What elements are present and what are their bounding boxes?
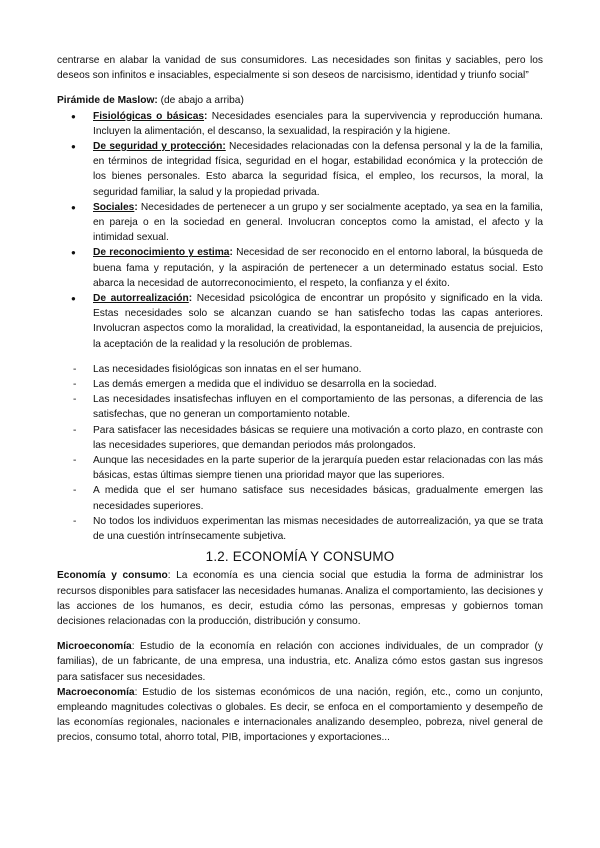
list-item: - A medida que el ser humano satisface sus necesidades básicas, gradualmente emergen las necesidades superiores. bbox=[57, 483, 543, 513]
list-item: - Las necesidades insatisfechas influyen en el comportamiento de las personas, a diferencia de las satisfechas, que no generan un comportamiento notable. bbox=[57, 392, 543, 422]
maslow-sep: : bbox=[134, 201, 138, 213]
maslow-list bbox=[57, 109, 543, 352]
document-page bbox=[57, 53, 543, 746]
definition-text: : Estudio de los sistemas económicos de una nación, región, etc., como un conjunto, empleando magnitudes colectivas o globales. Es decir, se enfoca en el comportamiento y desempeño de las economías regionales, nacionales e internacionales analizando desempleo, pobreza, nivel general de precios, consumo total, ahorro total, PIB, importaciones y exportaciones... bbox=[57, 686, 543, 744]
intro-paragraph: centrarse en alabar la vanidad de sus consumidores. Las necesidades son finitas y saciables, pero los deseos son infinitos e insaciables, especialmente si son deseos de narcisismo, identidad y triunfo social” bbox=[57, 55, 543, 82]
maslow-text: Necesidades relacionadas con la defensa personal y la de la familia, en términos de integridad física, seguridad en el hogar, estabilidad económica y la protección de los bienes personales. Esto abarca la seguridad física, el empleo, los recursos, la moral, la seguridad familiar, la salud y la propiedad privada. bbox=[93, 141, 543, 198]
section-heading: 1.2. ECONOMÍA Y CONSUMO bbox=[205, 549, 395, 565]
maslow-term: Fisiológicas o básicas bbox=[93, 110, 205, 122]
maslow-title: Pirámide de Maslow: bbox=[57, 95, 158, 107]
list-item: - Las demás emergen a medida que el individuo se desarrolla en la sociedad. bbox=[57, 377, 543, 392]
definition-term: Economía y consumo bbox=[57, 570, 168, 582]
list-item bbox=[57, 200, 543, 246]
definition-economia bbox=[57, 568, 543, 629]
list-item bbox=[57, 109, 543, 139]
notes-list bbox=[57, 362, 543, 544]
maslow-text: Necesidades esenciales para la supervivencia y reproducción humana. Incluyen la alimentación, el descanso, la sexualidad, la respiración y la higiene. bbox=[93, 110, 543, 137]
list-item bbox=[57, 139, 543, 200]
list-item: - Aunque las necesidades en la parte superior de la jerarquía pueden estar relacionadas con las más básicas, estas últimas siempre tienen una prioridad mayor que las superiores. bbox=[57, 453, 543, 483]
maslow-term: Sociales bbox=[93, 201, 135, 213]
definition-macroeconomia bbox=[57, 685, 543, 746]
maslow-text: Necesidad psicológica de encontrar un propósito y significado en la vida. Estas necesidades solo se alcanzan cuando se han satisfecho todas las capas anteriores. Involucran aspectos como la moralidad, la creatividad, la espontaneidad, la ausencia de prejuicios, la aceptación de la realidad y la resolución de problemas. bbox=[93, 293, 544, 350]
maslow-text: Necesidad de ser reconocido en el entorno laboral, la búsqueda de buena fama y reputación, y la aspiración de pertenecer a un determinado estatus social. Esto abarca la necesidad de autorreconocimiento, el respeto, la confianza y el éxito. bbox=[93, 247, 543, 289]
maslow-sep: : bbox=[188, 293, 193, 305]
list-item bbox=[57, 245, 543, 291]
definition-microeconomia bbox=[57, 639, 543, 685]
maslow-subtitle: (de abajo a arriba) bbox=[157, 95, 244, 107]
maslow-heading bbox=[57, 93, 543, 108]
list-item bbox=[57, 291, 543, 352]
list-item: - Para satisfacer las necesidades básicas se requiere una motivación a corto plazo, en contraste con las necesidades superiores, que demandan periodos más prolongados. bbox=[57, 423, 543, 453]
maslow-term: De reconocimiento y estima bbox=[93, 247, 230, 259]
definition-term: Microeconomía bbox=[57, 641, 132, 653]
list-item: - Las necesidades fisiológicas son innatas en el ser humano. bbox=[57, 362, 543, 377]
definition-text: : Estudio de la economía en relación con acciones individuales, de un comprador (y familias), de un fabricante, de una empresa, una industria, etc. Analiza cómo estos gastan sus ingresos para satisfacer sus necesidades. bbox=[57, 641, 543, 683]
maslow-term: De seguridad y protección: bbox=[93, 141, 226, 153]
list-item: - No todos los individuos experimentan las mismas necesidades de autorrealización, ya que se trata de una cuestión intrínsecamente subjetiva. bbox=[57, 514, 543, 544]
definition-text: : La economía es una ciencia social que estudia la forma de administrar los recursos disponibles para satisfacer las necesidades humanas. Analiza el comportamiento, las decisiones y las acciones de los humanos, es decir, estudia cómo las personas, empresas y gobiernos toman decisiones relacionadas con la producción, distribución y consumo. bbox=[57, 570, 543, 627]
definition-term: Macroeconomía bbox=[57, 686, 135, 698]
maslow-sep: : bbox=[204, 110, 208, 122]
maslow-term: De autorrealización bbox=[93, 293, 189, 305]
maslow-sep: : bbox=[229, 247, 233, 259]
maslow-text: Necesidades de pertenecer a un grupo y ser socialmente aceptado, ya sea en la familia, en pareja o en la sociedad en general. Involucran conceptos como la amistad, el afecto y la intimidad sexual. bbox=[93, 201, 543, 244]
